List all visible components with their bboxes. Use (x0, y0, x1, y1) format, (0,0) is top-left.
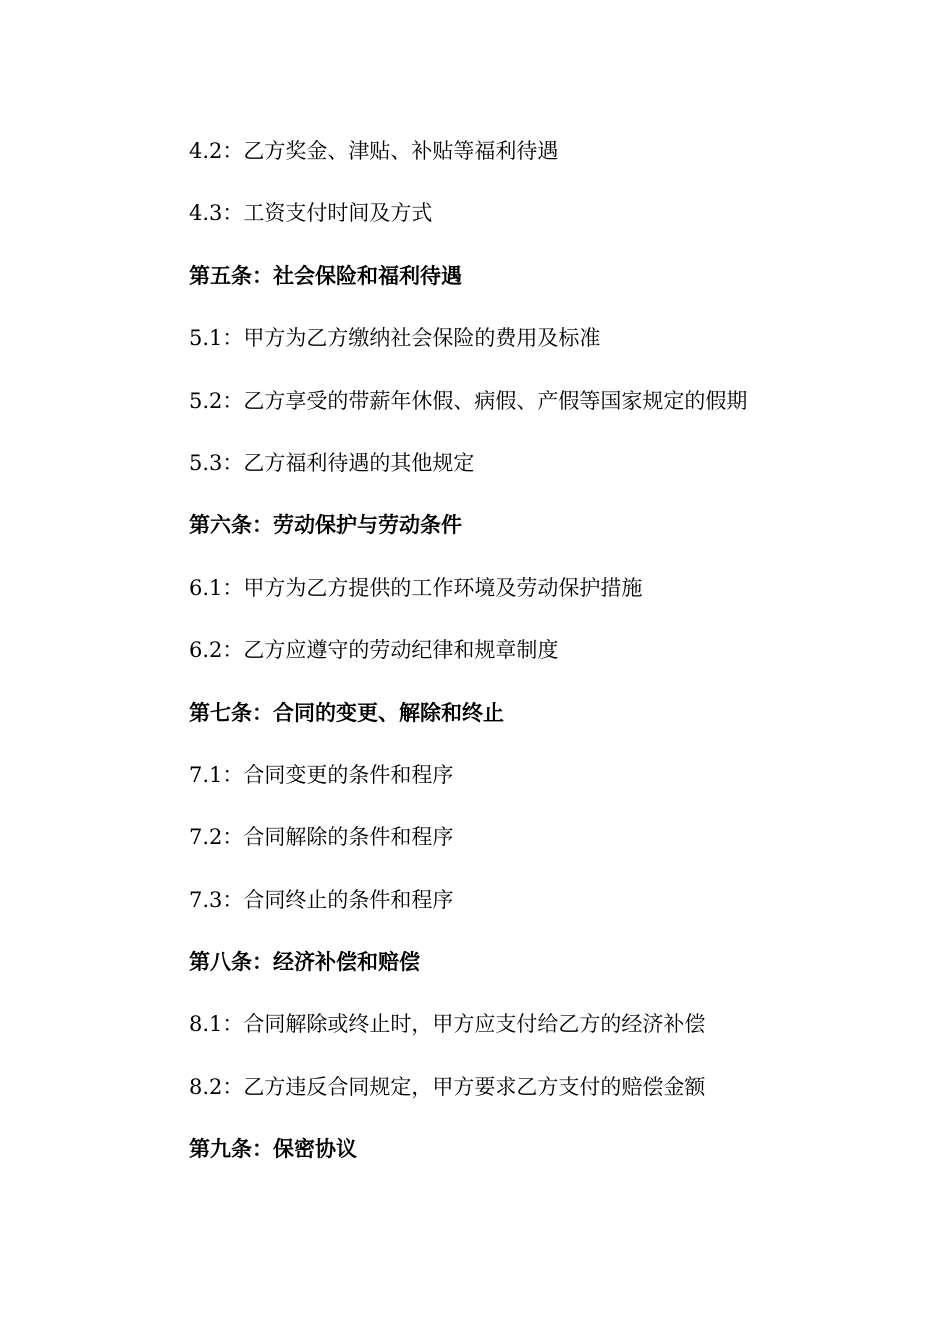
clause-5-2: 5.2：乙方享受的带薪年休假、病假、产假等国家规定的假期 (189, 388, 748, 413)
clause-5-3: 5.3：乙方福利待遇的其他规定 (189, 450, 475, 475)
clause-8-1: 8.1：合同解除或终止时，甲方应支付给乙方的经济补偿 (189, 1012, 706, 1037)
clause-7-3: 7.3：合同终止的条件和程序 (189, 887, 454, 912)
clause-6-2: 6.2：乙方应遵守的劳动纪律和规章制度 (189, 638, 559, 663)
clause-5-1: 5.1：甲方为乙方缴纳社会保险的费用及标准 (189, 326, 601, 351)
clause-7-1: 7.1：合同变更的条件和程序 (189, 762, 454, 787)
document-body (189, 130, 889, 1191)
article-8-heading: 第八条：经济补偿和赔偿 (189, 950, 420, 975)
article-7-heading: 第七条：合同的变更、解除和终止 (189, 700, 504, 725)
article-5-heading: 第五条：社会保险和福利待遇 (189, 263, 462, 288)
clause-7-2: 7.2：合同解除的条件和程序 (189, 825, 454, 850)
clause-4-2: 4.2：乙方奖金、津贴、补贴等福利待遇 (189, 139, 559, 163)
clause-6-1: 6.1：甲方为乙方提供的工作环境及劳动保护措施 (189, 575, 643, 600)
article-9-heading: 第九条：保密协议 (189, 1137, 357, 1162)
clause-8-2: 8.2：乙方违反合同规定，甲方要求乙方支付的赔偿金额 (189, 1074, 706, 1099)
article-6-heading: 第六条：劳动保护与劳动条件 (189, 513, 462, 538)
clause-4-3: 4.3：工资支付时间及方式 (189, 201, 433, 226)
